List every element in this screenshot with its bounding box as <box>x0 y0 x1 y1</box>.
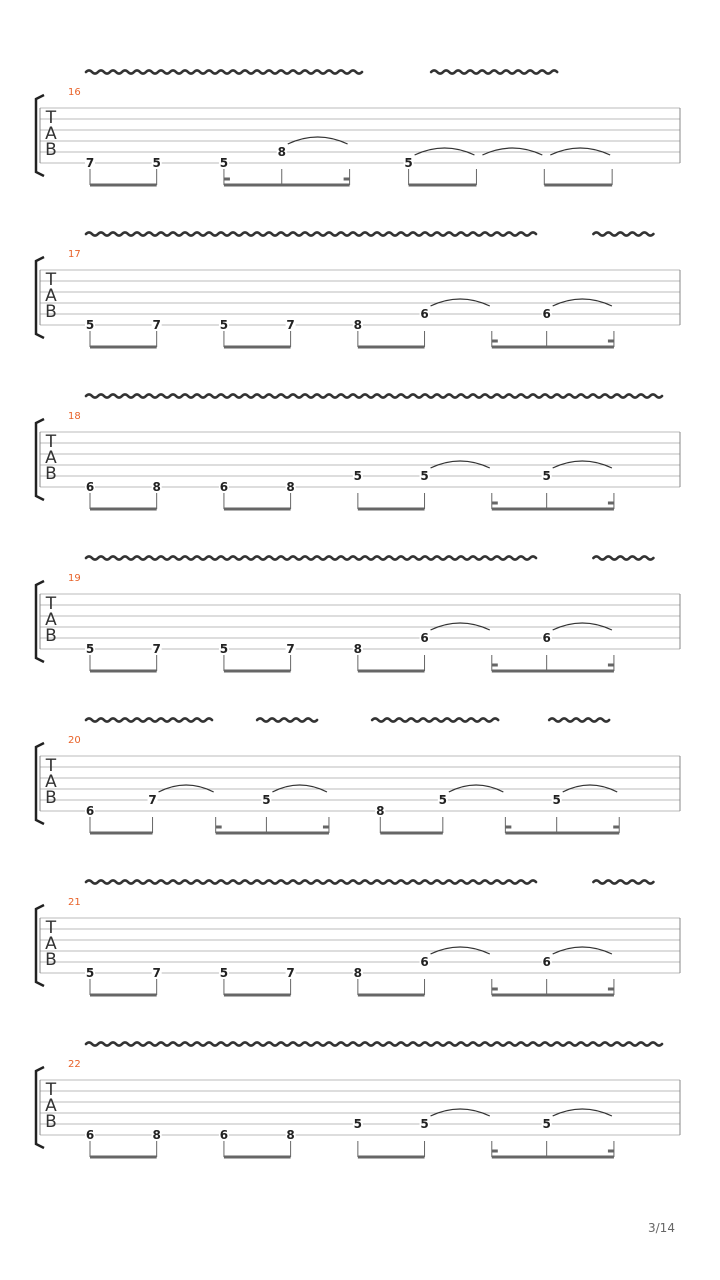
vibrato-mark <box>86 1042 662 1045</box>
fret-number: 6 <box>85 480 95 494</box>
staff-system-22 <box>36 1042 680 1157</box>
tab-clef-letter: T <box>45 1080 57 1100</box>
vibrato-mark <box>257 718 317 721</box>
fret-number: 7 <box>152 642 161 656</box>
fret-number: 5 <box>85 966 95 980</box>
measure-number: 21 <box>68 897 81 908</box>
fret-number: 7 <box>148 793 157 807</box>
fret-number: 5 <box>85 642 95 656</box>
vibrato-mark <box>86 232 536 235</box>
vibrato-mark <box>593 880 653 883</box>
fret-number: 8 <box>376 804 385 818</box>
vibrato-mark <box>86 718 212 721</box>
tab-clef-letter: B <box>45 140 57 160</box>
fret-number: 5 <box>420 1117 429 1131</box>
fret-number: 6 <box>420 955 429 969</box>
tab-clef-letter: T <box>45 594 57 614</box>
vibrato-mark <box>593 556 653 559</box>
fret-number: 7 <box>286 642 295 656</box>
fret-number: 5 <box>85 318 95 332</box>
measure-number: 20 <box>68 735 81 746</box>
fret-number: 5 <box>542 1117 551 1131</box>
fret-number: 7 <box>85 156 95 170</box>
tab-clef-letter: B <box>45 302 57 322</box>
staff-system-20 <box>36 718 680 833</box>
measure-number: 22 <box>68 1059 81 1070</box>
tab-clef-letter: B <box>45 1112 57 1132</box>
measure-number: 18 <box>68 411 81 422</box>
measure-number: 17 <box>68 249 81 260</box>
staff-system-18 <box>36 394 680 509</box>
fret-number: 5 <box>542 469 551 483</box>
fret-number: 8 <box>286 1128 295 1142</box>
staff-system-16 <box>36 70 680 185</box>
fret-number: 7 <box>152 966 161 980</box>
fret-number: 5 <box>404 156 413 170</box>
fret-number: 5 <box>552 793 561 807</box>
vibrato-mark <box>86 880 536 883</box>
fret-number: 8 <box>353 642 363 656</box>
vibrato-mark <box>549 718 609 721</box>
tab-clef-letter: B <box>45 626 57 646</box>
fret-number: 6 <box>542 307 551 321</box>
fret-number: 7 <box>286 966 295 980</box>
staff-system-21 <box>36 880 680 995</box>
measure-number: 16 <box>68 87 81 98</box>
fret-number: 5 <box>420 469 429 483</box>
tab-clef-letter: A <box>45 448 57 468</box>
fret-number: 6 <box>542 631 551 645</box>
page-number: 3/14 <box>648 1221 675 1235</box>
staff-system-17 <box>36 232 680 347</box>
vibrato-mark <box>372 718 498 721</box>
fret-number: 8 <box>353 966 363 980</box>
fret-number: 5 <box>353 1117 363 1131</box>
fret-number: 8 <box>152 1128 161 1142</box>
fret-number: 5 <box>219 966 229 980</box>
tab-clef-letter: B <box>45 464 57 484</box>
staff-system-19 <box>36 556 680 671</box>
tab-clef-letter: A <box>45 286 57 306</box>
fret-number: 5 <box>262 793 271 807</box>
fret-number: 5 <box>152 156 161 170</box>
tab-clef-letter: T <box>45 108 57 128</box>
tab-clef-letter: T <box>45 918 57 938</box>
vibrato-mark <box>86 556 536 559</box>
fret-number: 6 <box>219 1128 229 1142</box>
fret-number: 7 <box>152 318 161 332</box>
vibrato-mark <box>593 232 653 235</box>
tab-clef-letter: A <box>45 934 57 954</box>
fret-number: 8 <box>286 480 295 494</box>
vibrato-mark <box>431 70 557 73</box>
vibrato-mark <box>86 70 362 73</box>
tab-clef-letter: A <box>45 610 57 630</box>
tab-clef-letter: B <box>45 788 57 808</box>
fret-number: 6 <box>85 1128 95 1142</box>
fret-number: 7 <box>286 318 295 332</box>
fret-number: 5 <box>353 469 363 483</box>
fret-number: 8 <box>277 145 286 159</box>
fret-number: 5 <box>219 642 229 656</box>
tab-clef-letter: B <box>45 950 57 970</box>
tab-clef-letter: T <box>45 756 57 776</box>
fret-number: 5 <box>219 156 229 170</box>
fret-number: 6 <box>542 955 551 969</box>
tab-clef-letter: A <box>45 772 57 792</box>
tab-clef-letter: A <box>45 124 57 144</box>
tab-clef-letter: A <box>45 1096 57 1116</box>
fret-number: 6 <box>85 804 95 818</box>
fret-number: 6 <box>219 480 229 494</box>
tab-clef-letter: T <box>45 270 57 290</box>
fret-number: 8 <box>152 480 161 494</box>
tab-clef-letter: T <box>45 432 57 452</box>
fret-number: 5 <box>438 793 447 807</box>
fret-number: 6 <box>420 631 429 645</box>
measure-number: 19 <box>68 573 81 584</box>
vibrato-mark <box>86 394 662 397</box>
fret-number: 5 <box>219 318 229 332</box>
fret-number: 8 <box>353 318 363 332</box>
fret-number: 6 <box>420 307 429 321</box>
